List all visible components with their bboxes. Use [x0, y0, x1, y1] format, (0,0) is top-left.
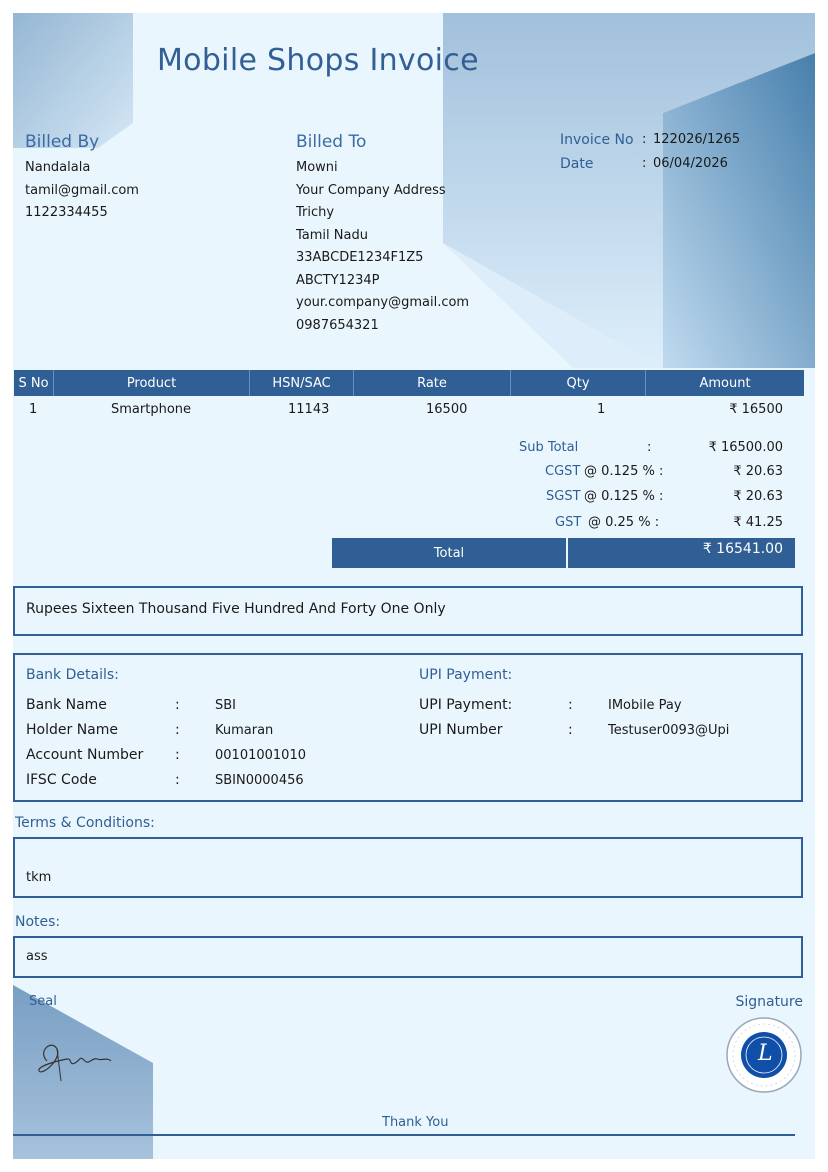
notes-heading: Notes:: [15, 914, 61, 930]
billed-to-heading: Billed To: [296, 132, 367, 152]
notes-text: ass: [26, 949, 48, 964]
invoice-no-value: 122026/1265: [653, 132, 741, 147]
account-number-label: Account Number: [26, 747, 144, 763]
billed-to-line: ABCTY1234P: [296, 273, 380, 288]
total-value: ₹ 16541.00: [702, 541, 783, 557]
upi-number-label: UPI Number: [419, 722, 503, 738]
ifsc-code-value: SBIN0000456: [215, 773, 304, 788]
account-number-value: 00101001010: [215, 748, 306, 763]
cgst-rate: @ 0.125 % :: [584, 464, 664, 479]
billed-by-phone: 1122334455: [25, 205, 108, 220]
gst-rate: @ 0.25 % :: [588, 515, 660, 530]
billed-to-line: Mowni: [296, 160, 338, 175]
sub-total-value: ₹ 16500.00: [708, 440, 783, 455]
payment-details-box: [13, 653, 803, 802]
bank-details-heading: Bank Details:: [26, 667, 119, 683]
invoice-no-sep: :: [642, 132, 647, 147]
invoice-page: [13, 13, 815, 1159]
stamp-initial: L: [758, 1041, 773, 1066]
terms-heading: Terms & Conditions:: [15, 815, 155, 831]
bank-name-value: SBI: [215, 698, 237, 713]
header-qty: Qty: [511, 370, 646, 396]
billed-to-line: 33ABCDE1234F1Z5: [296, 250, 424, 265]
sub-total-label: Sub Total: [519, 440, 579, 455]
row-amount: ₹ 16500: [729, 402, 783, 417]
billed-to-line: Trichy: [296, 205, 335, 220]
header-sno: S No: [14, 370, 54, 396]
holder-name-value: Kumaran: [215, 723, 274, 738]
holder-name-label: Holder Name: [26, 722, 118, 738]
billed-to-line: your.company@gmail.com: [296, 295, 470, 310]
header-product: Product: [54, 370, 250, 396]
row-rate: 16500: [426, 402, 468, 417]
billed-to-line: Your Company Address: [296, 183, 446, 198]
cgst-value: ₹ 20.63: [733, 464, 783, 479]
invoice-no-label: Invoice No: [560, 132, 634, 148]
cgst-label: CGST: [545, 464, 581, 479]
signature-label: Signature: [735, 994, 803, 1010]
header-hsn: HSN/SAC: [250, 370, 354, 396]
date-value: 06/04/2026: [653, 156, 728, 171]
row-hsn: 11143: [288, 402, 330, 417]
thank-you-text: Thank You: [382, 1115, 449, 1130]
upi-number-sep: :: [568, 722, 573, 738]
table-row: [13, 402, 803, 422]
row-sno: 1: [29, 402, 38, 417]
billed-by-heading: Billed By: [25, 132, 100, 152]
gst-label: GST: [555, 515, 582, 530]
amount-in-words-box: [13, 586, 803, 636]
notes-box: [13, 936, 803, 978]
header-amount: Amount: [699, 375, 751, 391]
header-rate: Rate: [354, 370, 511, 396]
sgst-value: ₹ 20.63: [733, 489, 783, 504]
total-label-cell: [332, 538, 566, 568]
terms-box: [13, 837, 803, 898]
ifsc-code-sep: :: [175, 772, 180, 788]
ifsc-code-label: IFSC Code: [26, 772, 97, 788]
upi-number-value: Testuser0093@Upi: [608, 723, 730, 738]
account-number-sep: :: [175, 747, 180, 763]
terms-text: tkm: [26, 870, 52, 885]
billed-by-email: tamil@gmail.com: [25, 183, 139, 198]
bank-name-label: Bank Name: [26, 697, 107, 713]
billed-to-line: Tamil Nadu: [296, 228, 368, 243]
billed-to-line: 0987654321: [296, 318, 379, 333]
seal-label: Seal: [29, 994, 57, 1009]
bank-name-sep: :: [175, 697, 180, 713]
total-label: Total: [433, 545, 465, 561]
items-table-header: [14, 370, 804, 396]
invoice-title: Mobile Shops Invoice: [157, 43, 479, 78]
gst-value: ₹ 41.25: [733, 515, 783, 530]
amount-in-words: Rupees Sixteen Thousand Five Hundred And Forty One Only: [26, 601, 446, 617]
sub-total-sep: :: [647, 440, 652, 455]
total-value-cell: [568, 538, 795, 568]
holder-name-sep: :: [175, 722, 180, 738]
row-qty: 1: [597, 402, 606, 417]
date-sep: :: [642, 156, 647, 171]
sgst-label: SGST: [546, 489, 581, 504]
date-label: Date: [560, 156, 594, 172]
upi-heading: UPI Payment:: [419, 667, 513, 683]
billed-by-name: Nandalala: [25, 160, 91, 175]
row-product: Smartphone: [111, 402, 192, 417]
upi-payment-sep: :: [568, 697, 573, 713]
handwritten-signature: [27, 1031, 117, 1083]
upi-payment-value: IMobile Pay: [608, 698, 682, 713]
upi-payment-label: UPI Payment:: [419, 697, 513, 713]
sgst-rate: @ 0.125 % :: [584, 489, 664, 504]
